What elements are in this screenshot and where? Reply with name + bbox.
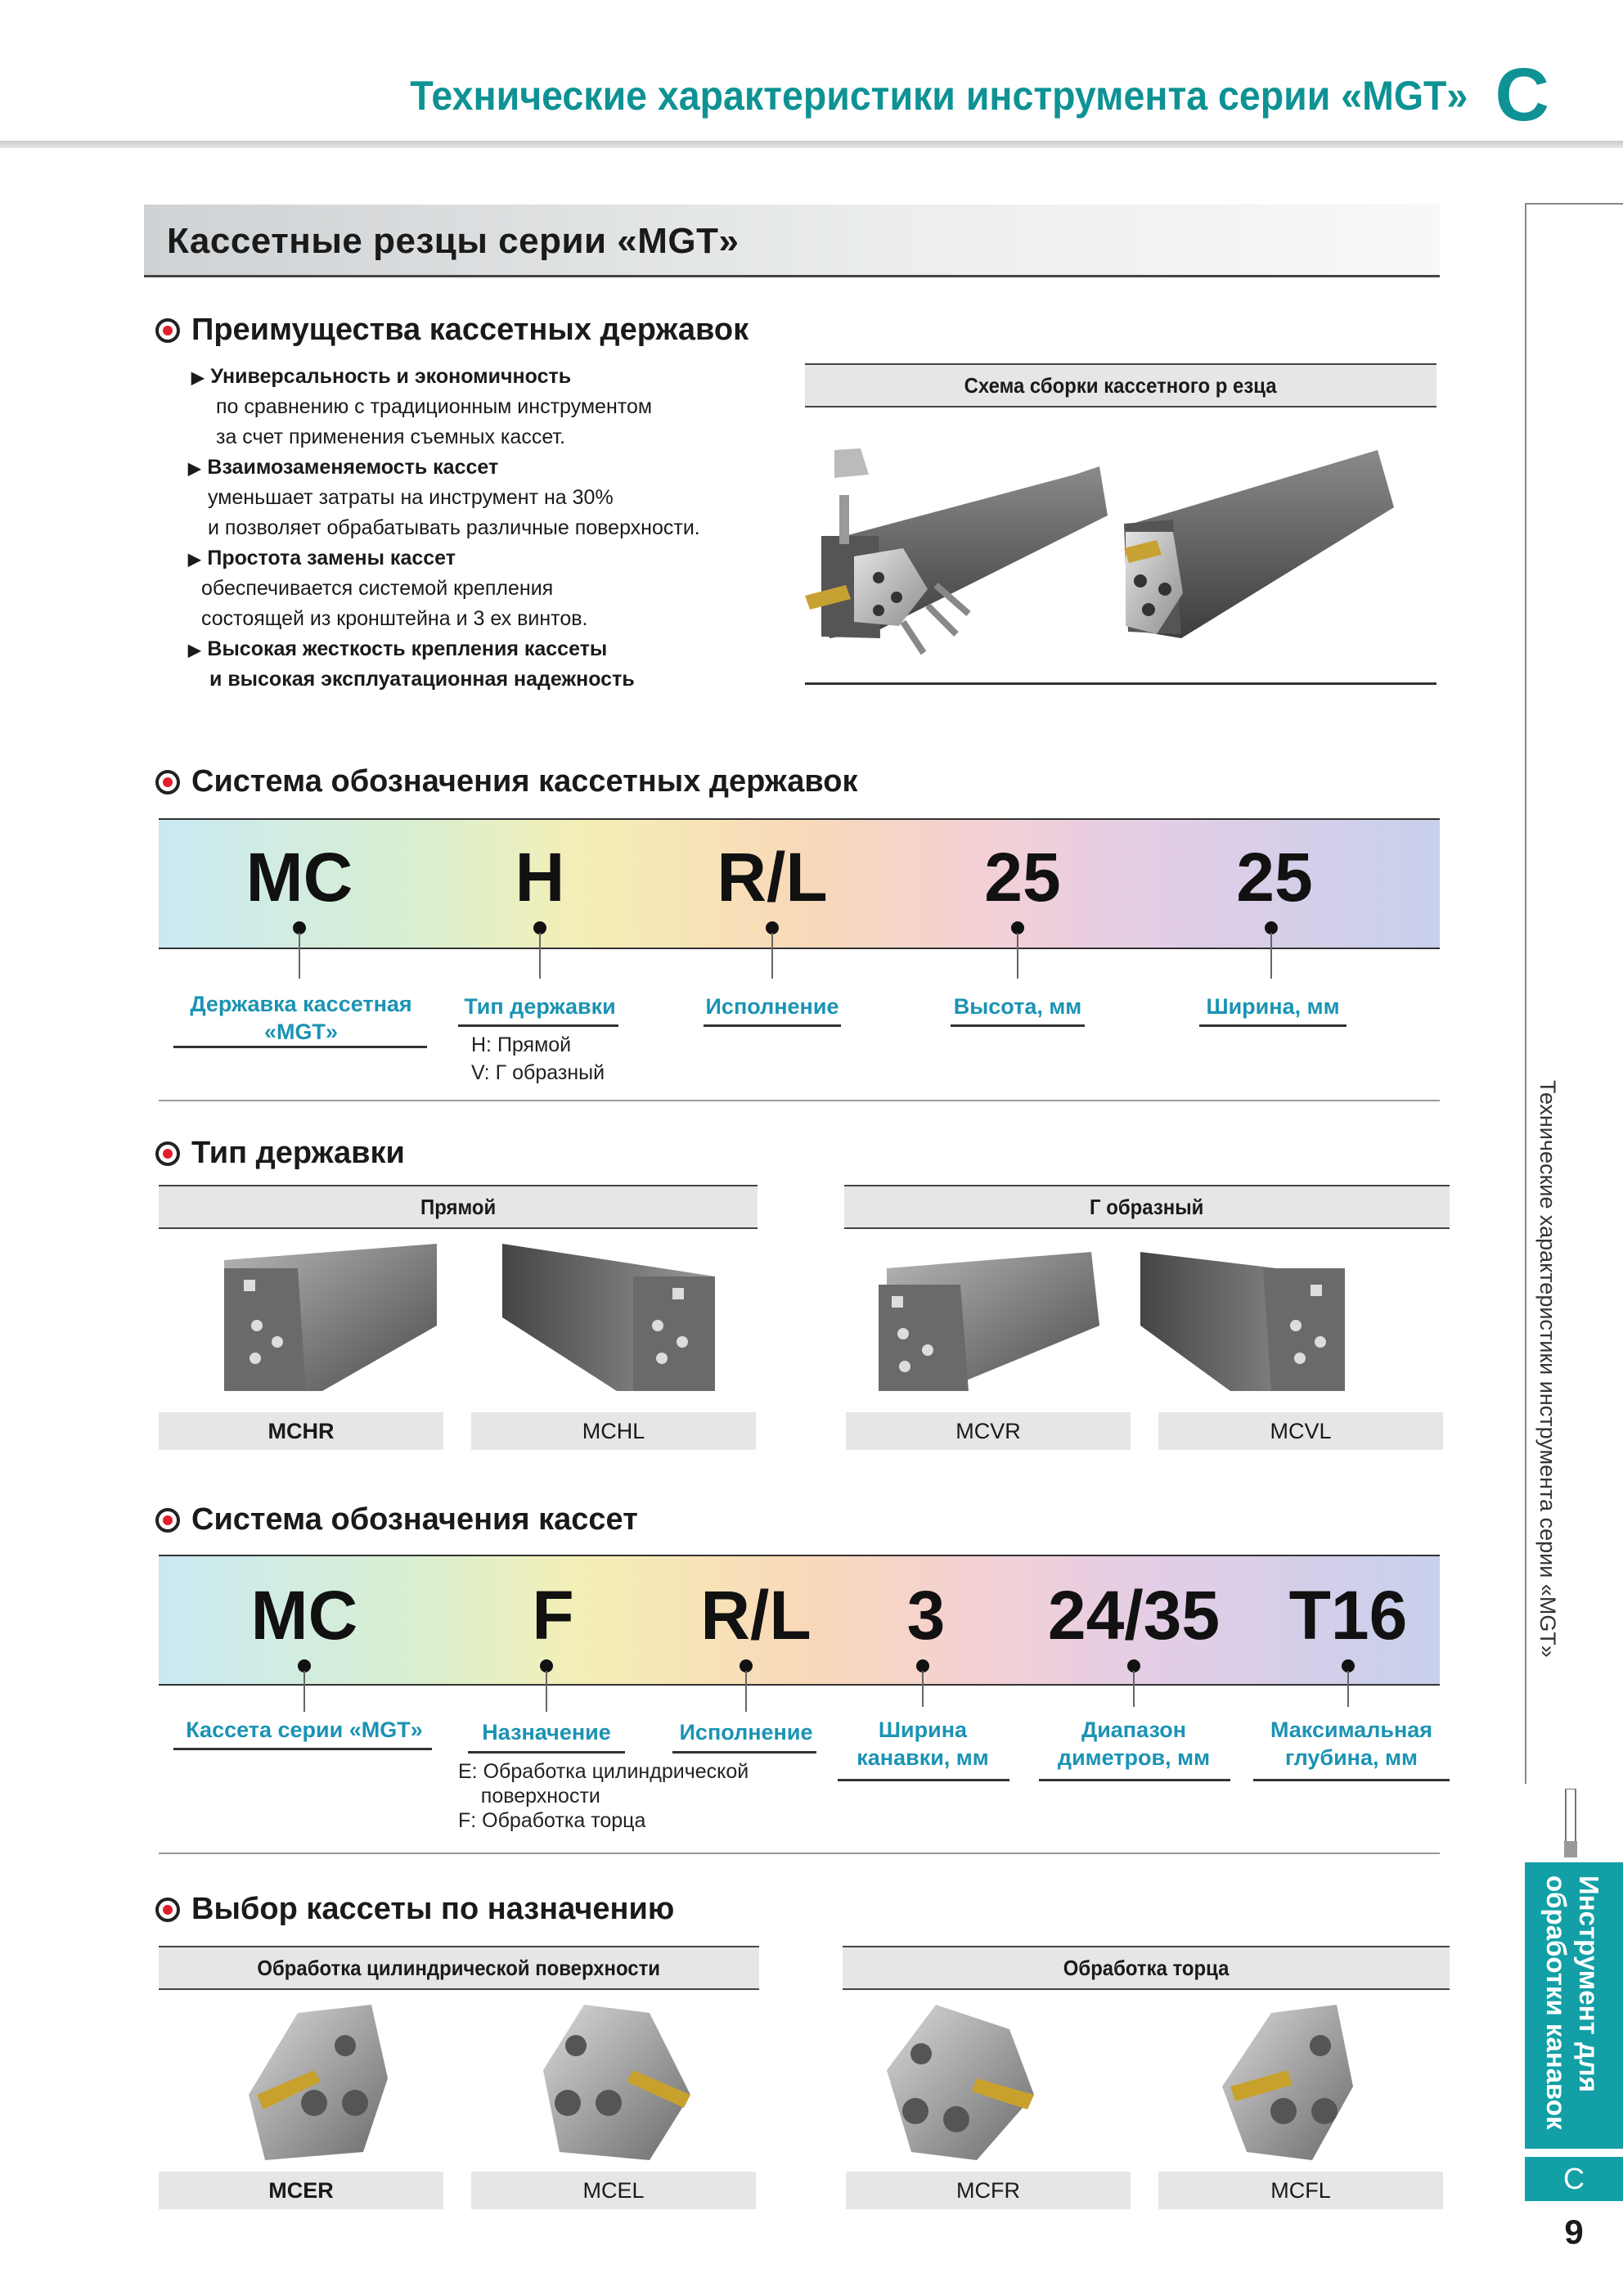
- cassette-item-mcfr: MCFR: [846, 2172, 1131, 2209]
- holder-designation-heading: Система обозначения кассетных державок: [155, 764, 858, 799]
- target-bullet-icon: [155, 1898, 180, 1922]
- label-line: Державка кассетная: [190, 992, 412, 1016]
- leader-line: [745, 1671, 747, 1712]
- adv-line: уменьшает затраты на инструмент на 30%: [208, 486, 614, 509]
- holder-item-mchr: MCHR: [159, 1412, 443, 1450]
- cassette-code-width: 3: [906, 1577, 946, 1654]
- cassette-note: E: Обработка цилиндрической: [458, 1760, 749, 1783]
- assembly-diagram-title: Схема сборки кассетного р езца: [805, 363, 1436, 407]
- holder-label-width: Ширина, мм: [1206, 994, 1340, 1019]
- section-banner: [144, 205, 1440, 277]
- section-separator: [159, 1853, 1440, 1854]
- category-tab-label: Инструмент для обработки канавок: [1541, 1875, 1604, 2130]
- holder-label-hand: Исполнение: [705, 994, 839, 1019]
- assembly-diagram-bottom-rule: [805, 682, 1436, 685]
- mcfr-image: [887, 2005, 1034, 2160]
- holder-item-mchl: MCHL: [471, 1412, 756, 1450]
- adv-line: состоящей из кронштейна и 3 ех винтов.: [201, 607, 588, 630]
- cassette-label-width: [856, 1716, 989, 1772]
- label-line: Максимальная: [1270, 1717, 1433, 1742]
- mcfl-image: [1222, 2005, 1353, 2160]
- mcvr-image: [879, 1252, 1099, 1391]
- triangle-right-icon: ▶: [188, 460, 201, 478]
- adv-line: обеспечивается системой крепления: [201, 577, 554, 600]
- section-separator: [159, 1100, 1440, 1101]
- leader-line: [299, 933, 300, 979]
- holder-item-mcvr: MCVR: [846, 1412, 1131, 1450]
- cassette-item-mcel: MCEL: [471, 2172, 756, 2209]
- adv-line: и высокая эксплуатационная надежность: [209, 668, 635, 691]
- label-line: канавки, мм: [856, 1745, 989, 1770]
- cassette-selection-heading: Выбор кассеты по назначению: [155, 1892, 674, 1927]
- adv-line: ▶ Простота замены кассет: [188, 547, 456, 569]
- section-letter: C: [1495, 53, 1549, 137]
- label-line: диметров, мм: [1057, 1745, 1211, 1770]
- page-number: 9: [1564, 2213, 1584, 2251]
- holder-code-mc: MC: [245, 839, 353, 916]
- leader-line: [771, 933, 773, 979]
- label-underline: [468, 1751, 625, 1754]
- grooving-tool-icon: [1554, 1789, 1587, 1859]
- target-bullet-icon: [155, 770, 180, 795]
- label-underline: [838, 1779, 1009, 1781]
- label-underline: [458, 1024, 618, 1027]
- cassette-code-diameter: 24/35: [1047, 1577, 1221, 1654]
- cassette-images: [159, 1997, 1450, 2168]
- holder-code-height: 25: [984, 839, 1061, 916]
- cassette-label-series: Кассета серии «MGT»: [186, 1717, 423, 1742]
- cassette-note: F: Обработка торца: [458, 1809, 646, 1832]
- label-underline: [704, 1024, 841, 1027]
- holder-note: V: Г образный: [471, 1061, 605, 1084]
- label-underline: [951, 1024, 1085, 1027]
- mcer-image: [249, 2005, 388, 2160]
- leader-line: [1133, 1671, 1135, 1707]
- leader-line: [1270, 933, 1272, 979]
- mchl-image: [502, 1244, 715, 1391]
- label-underline: [173, 1748, 432, 1750]
- group-l-shaped: Г образный: [844, 1185, 1450, 1229]
- mcvl-image: [1140, 1252, 1345, 1391]
- cassette-code-purpose: F: [532, 1577, 574, 1654]
- label-line: «MGT»: [263, 1020, 339, 1044]
- target-bullet-icon: [155, 318, 180, 343]
- label-underline: [1253, 1779, 1450, 1781]
- section-title: Кассетные резцы серии «MGT»: [167, 221, 740, 261]
- cassette-label-diameter: [1058, 1716, 1210, 1772]
- page-title: Технические характеристики инструмента серии «MGT»: [410, 73, 1468, 119]
- adv-line: и позволяет обрабатывать различные поверхности.: [208, 516, 700, 539]
- group-cylindrical: Обработка цилиндрической поверхности: [159, 1946, 759, 1990]
- header-divider: [0, 141, 1623, 148]
- holder-code-type: H: [515, 839, 565, 916]
- cassette-note: поверхности: [458, 1785, 600, 1808]
- adv-line: ▶ Взаимозаменяемость кассет: [188, 456, 499, 479]
- label-underline: [1199, 1024, 1347, 1027]
- leader-line: [1347, 1671, 1349, 1707]
- label-line: Ширина: [878, 1717, 968, 1742]
- advantages-heading: [155, 313, 749, 348]
- adv-line: по сравнению с традиционным инструментом: [216, 395, 653, 418]
- holder-label-type: Тип державки: [464, 994, 616, 1019]
- triangle-right-icon: ▶: [188, 551, 201, 569]
- label-underline: [672, 1751, 816, 1754]
- cassette-label-depth: [1270, 1716, 1432, 1772]
- leader-line: [303, 1671, 305, 1712]
- cassette-code-hand: R/L: [700, 1577, 812, 1654]
- holder-note: H: Прямой: [471, 1033, 572, 1056]
- holder-code-width: 25: [1236, 839, 1313, 916]
- leader-line: [922, 1671, 924, 1707]
- adv-line: ▶ Универсальность и экономичность: [191, 365, 572, 388]
- adv-line: ▶ Высокая жесткость крепления кассеты: [188, 637, 608, 660]
- assembly-diagram-image: [805, 417, 1436, 687]
- group-face: Обработка торца: [843, 1946, 1450, 1990]
- mcel-image: [543, 2005, 690, 2160]
- cassette-item-mcer: MCER: [159, 2172, 443, 2209]
- cassette-designation-heading: Система обозначения кассет: [155, 1502, 638, 1537]
- label-underline: [173, 1046, 427, 1048]
- target-bullet-icon: [155, 1508, 180, 1533]
- label-line: Диапазон: [1081, 1717, 1187, 1742]
- holder-type-images: [159, 1236, 1450, 1399]
- holder-type-heading: Тип державки: [155, 1136, 405, 1171]
- cassette-label-hand: Исполнение: [679, 1720, 813, 1745]
- cassette-code-depth: T16: [1288, 1577, 1408, 1654]
- advantages-heading-text: Преимущества кассетных державок: [191, 313, 749, 347]
- category-tab[interactable]: [1525, 1862, 1623, 2149]
- cassette-code-mc: MC: [250, 1577, 358, 1654]
- holder-code-hand: R/L: [717, 839, 828, 916]
- mchr-image: [224, 1244, 437, 1391]
- category-letter: C: [1525, 2157, 1623, 2201]
- side-vertical-title: Технические характеристики инструмента серии «MGT»: [1535, 1080, 1560, 1658]
- holder-label-mgt: [190, 990, 411, 1046]
- group-straight: Прямой: [159, 1185, 758, 1229]
- triangle-right-icon: ▶: [191, 369, 205, 387]
- leader-line: [1017, 933, 1018, 979]
- cassette-item-mcfl: MCFL: [1158, 2172, 1443, 2209]
- target-bullet-icon: [155, 1141, 180, 1166]
- leader-line: [546, 1671, 547, 1712]
- leader-line: [539, 933, 541, 979]
- label-line: глубина, мм: [1285, 1745, 1418, 1770]
- label-underline: [1039, 1779, 1230, 1781]
- cassette-label-purpose: Назначение: [482, 1720, 611, 1745]
- adv-line: за счет применения съемных кассет.: [216, 425, 566, 448]
- holder-item-mcvl: MCVL: [1158, 1412, 1443, 1450]
- triangle-right-icon: ▶: [188, 642, 201, 660]
- holder-label-height: Высота, мм: [953, 994, 1082, 1019]
